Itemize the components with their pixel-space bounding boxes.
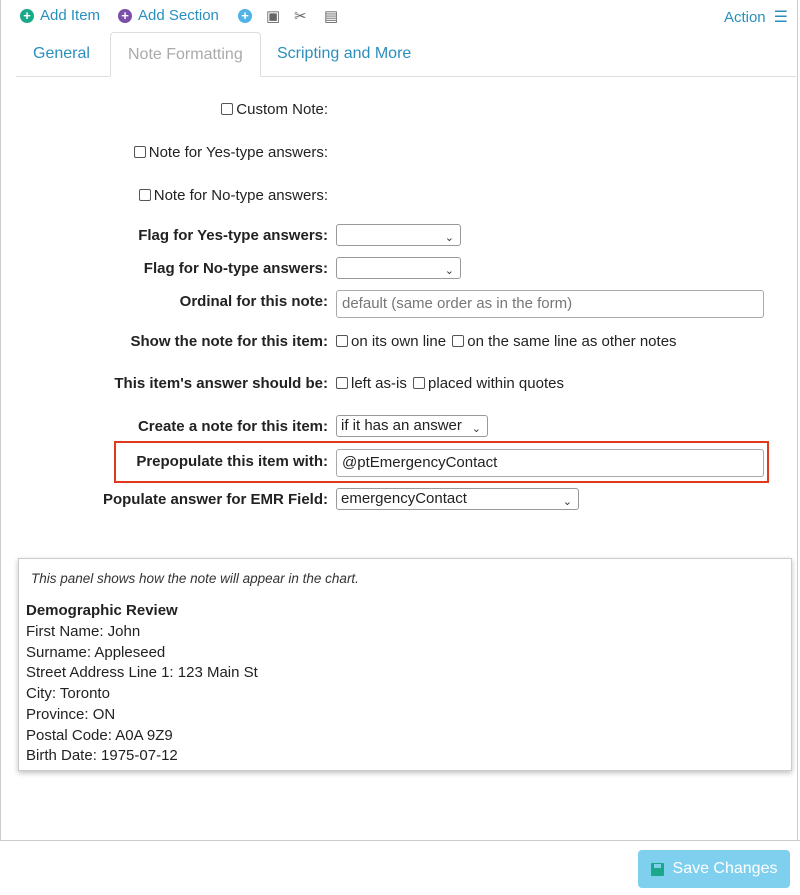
left-as-is-label: left as-is xyxy=(351,375,407,392)
save-changes-label: Save Changes xyxy=(672,860,778,877)
emr-field-label: Populate answer for EMR Field: xyxy=(102,491,328,508)
create-note-row xyxy=(0,415,800,439)
add-item-label: Add Item xyxy=(40,7,101,24)
chevron-down-icon: ⌄ xyxy=(444,265,454,277)
add-item-button[interactable] xyxy=(20,7,100,24)
show-same-line-checkbox[interactable] xyxy=(452,335,464,347)
tab-note-formatting[interactable]: Note Formatting xyxy=(110,32,261,77)
emr-field-select[interactable] xyxy=(336,488,579,510)
emr-field-value: emergencyContact xyxy=(341,490,467,507)
preview-line: Birth Date: 1975-07-12 xyxy=(26,747,178,765)
show-note-label: Show the note for this item: xyxy=(130,333,328,350)
custom-note-label: Custom Note: xyxy=(236,101,328,118)
create-note-value: if it has an answer xyxy=(341,417,462,434)
add-section-button[interactable] xyxy=(118,7,219,24)
preview-line: City: Toronto xyxy=(26,685,110,703)
flag-no-row xyxy=(0,257,800,281)
preview-lines xyxy=(26,622,258,767)
flag-yes-label: Flag for Yes-type answers: xyxy=(138,227,328,244)
show-own-line-checkbox[interactable] xyxy=(336,335,348,347)
chevron-down-icon: ⌄ xyxy=(471,423,481,435)
save-changes-button[interactable] xyxy=(638,850,790,888)
preview-line: First Name: John xyxy=(26,623,141,640)
action-label: Action xyxy=(723,8,766,26)
preview-line: Surname: Appleseed xyxy=(26,643,166,661)
note-no-label: Note for No-type answers: xyxy=(153,187,328,204)
plus-circle-icon: + xyxy=(118,9,132,23)
preview-hint: This panel shows how the note will appear in the chart. xyxy=(31,571,359,586)
prepopulate-row xyxy=(0,449,800,473)
action-menu-button[interactable] xyxy=(724,7,788,27)
note-no-checkbox[interactable] xyxy=(139,189,151,201)
toolbar xyxy=(0,0,800,34)
plus-circle-icon[interactable]: + xyxy=(238,9,252,23)
show-note-row xyxy=(0,330,800,354)
preview-line: Postal Code: A0A 9Z9 xyxy=(26,726,173,744)
answer-format-row xyxy=(0,372,800,396)
left-as-is-checkbox[interactable] xyxy=(336,377,348,389)
emr-field-row xyxy=(0,488,800,512)
add-section-label: Add Section xyxy=(138,7,219,24)
show-own-line-label: on its own line xyxy=(351,333,447,350)
tab-general[interactable]: General xyxy=(33,45,90,62)
note-yes-row xyxy=(0,141,800,165)
prepopulate-label: Prepopulate this item with: xyxy=(136,453,328,470)
ordinal-row xyxy=(0,290,800,314)
within-quotes-label: placed within quotes xyxy=(428,375,564,392)
create-note-label: Create a note for this item: xyxy=(137,418,328,435)
create-note-select[interactable] xyxy=(336,415,488,437)
tab-scripting-and-more[interactable]: Scripting and More xyxy=(277,45,412,62)
preview-title: Demographic Review xyxy=(26,602,178,619)
custom-note-row xyxy=(0,98,800,122)
custom-note-checkbox[interactable] xyxy=(221,103,233,115)
note-preview-panel xyxy=(18,558,792,771)
preview-line: Street Address Line 1: 123 Main St xyxy=(26,664,258,682)
stamp-icon[interactable]: ▣ xyxy=(266,8,281,25)
ordinal-label: Ordinal for this note: xyxy=(179,293,328,310)
hamburger-icon: ☰ xyxy=(773,9,788,26)
plus-circle-icon: + xyxy=(20,9,34,23)
flag-yes-select[interactable] xyxy=(336,224,461,246)
prepopulate-input[interactable]: @ptEmergencyContact xyxy=(336,449,764,477)
scissors-icon[interactable]: ✂ xyxy=(294,8,307,25)
show-same-line-label: on the same line as other notes xyxy=(467,333,677,350)
answer-format-label: This item's answer should be: xyxy=(114,375,328,392)
ordinal-input[interactable]: default (same order as in the form) xyxy=(336,290,764,318)
flag-no-label: Flag for No-type answers: xyxy=(143,260,328,277)
clipboard-icon[interactable]: ▤ xyxy=(324,8,339,25)
chevron-down-icon: ⌄ xyxy=(562,496,572,508)
floppy-disk-icon xyxy=(651,863,664,876)
note-yes-checkbox[interactable] xyxy=(134,146,146,158)
note-yes-label: Note for Yes-type answers: xyxy=(148,144,328,161)
flag-no-select[interactable] xyxy=(336,257,461,279)
footer-divider xyxy=(0,840,800,841)
note-no-row xyxy=(0,184,800,208)
tab-bar xyxy=(16,32,796,77)
within-quotes-checkbox[interactable] xyxy=(413,377,425,389)
preview-line: Province: ON xyxy=(26,705,116,723)
flag-yes-row xyxy=(0,224,800,248)
chevron-down-icon: ⌄ xyxy=(444,232,454,244)
